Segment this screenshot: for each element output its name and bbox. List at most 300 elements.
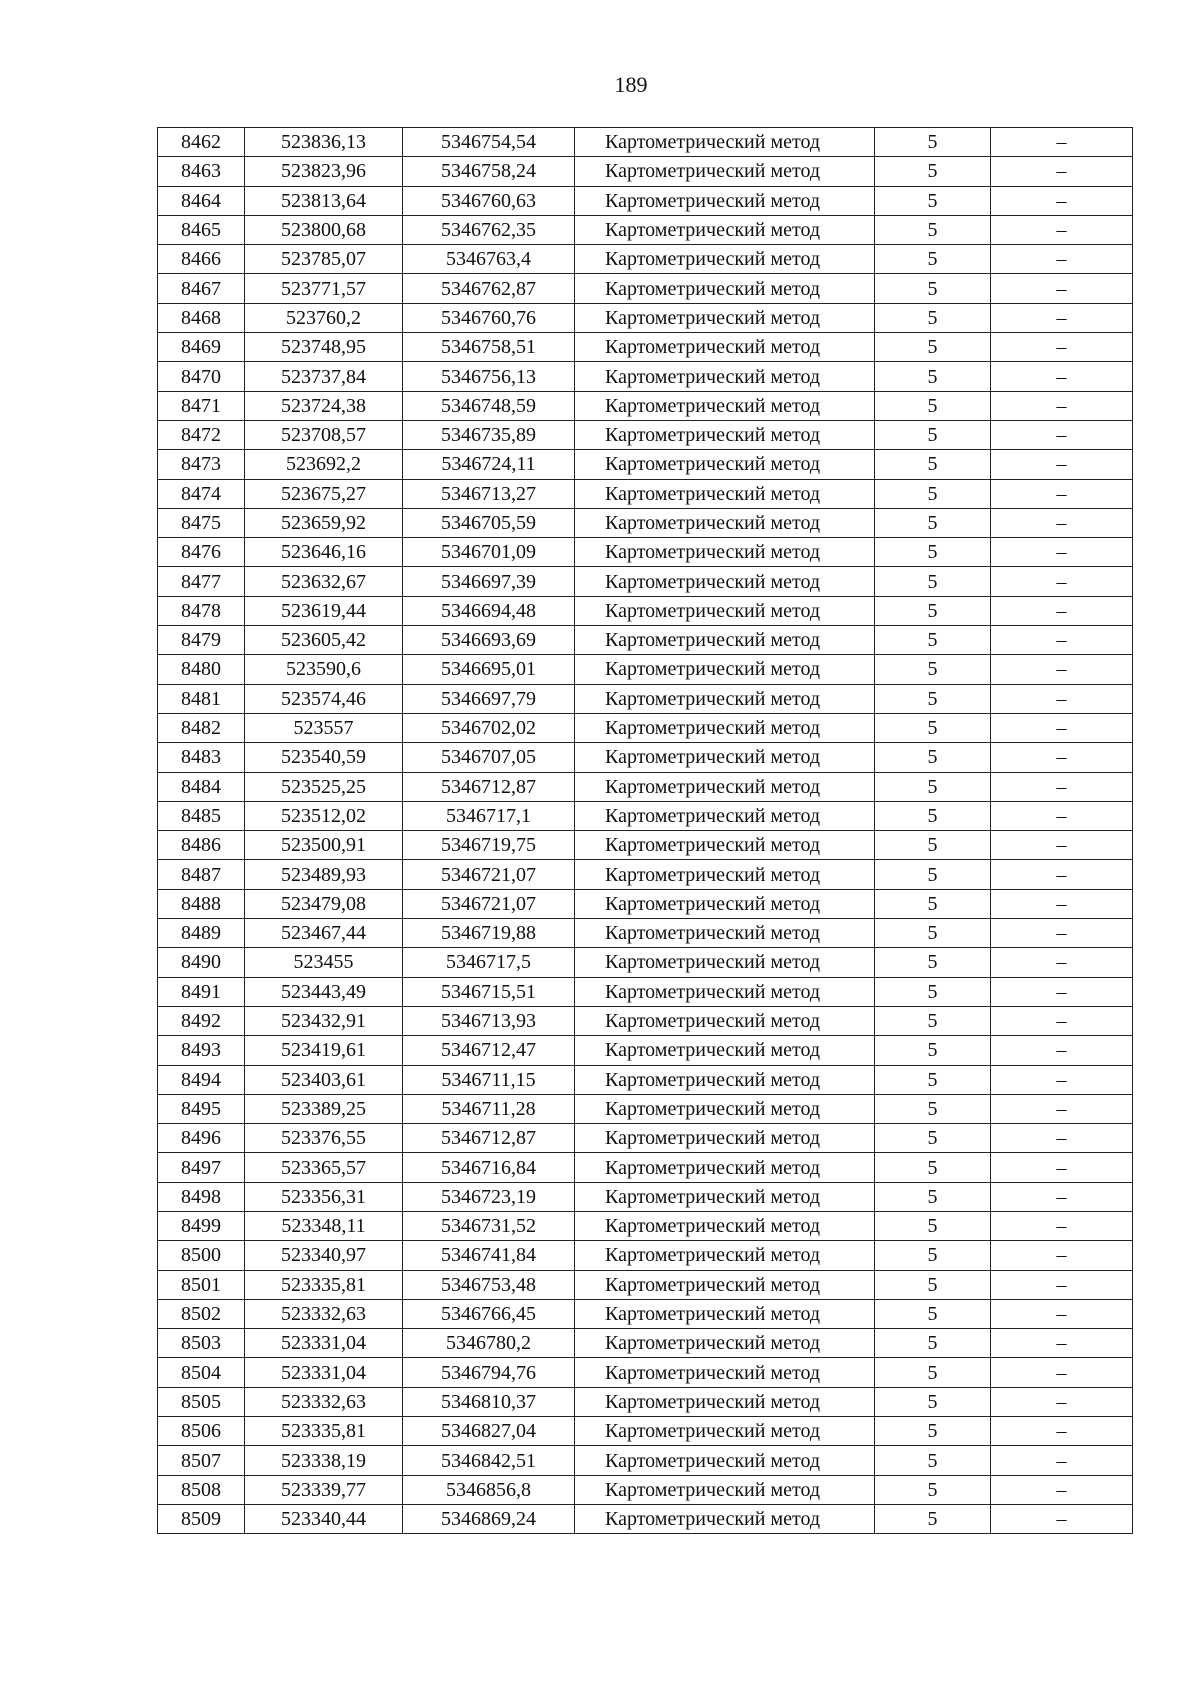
x-coordinate-cell: 523376,55 <box>245 1124 403 1153</box>
accuracy-cell: 5 <box>875 391 991 420</box>
table-row <box>158 713 1133 742</box>
accuracy-cell: 5 <box>875 1270 991 1299</box>
note-cell: – <box>991 303 1133 332</box>
method-cell: Картометрический метод <box>575 215 875 244</box>
table-body <box>158 128 1133 1534</box>
method-cell: Картометрический метод <box>575 860 875 889</box>
table-row <box>158 626 1133 655</box>
note-cell: – <box>991 655 1133 684</box>
x-coordinate-cell: 523479,08 <box>245 889 403 918</box>
note-cell: – <box>991 743 1133 772</box>
point-number-cell: 8468 <box>158 303 245 332</box>
table-row <box>158 157 1133 186</box>
y-coordinate-cell: 5346693,69 <box>403 626 575 655</box>
note-cell: – <box>991 391 1133 420</box>
method-cell: Картометрический метод <box>575 303 875 332</box>
accuracy-cell: 5 <box>875 567 991 596</box>
x-coordinate-cell: 523403,61 <box>245 1065 403 1094</box>
method-cell: Картометрический метод <box>575 977 875 1006</box>
point-number-cell: 8480 <box>158 655 245 684</box>
point-number-cell: 8509 <box>158 1504 245 1533</box>
method-cell: Картометрический метод <box>575 362 875 391</box>
x-coordinate-cell: 523331,04 <box>245 1358 403 1387</box>
table-row <box>158 1211 1133 1240</box>
method-cell: Картометрический метод <box>575 128 875 157</box>
x-coordinate-cell: 523540,59 <box>245 743 403 772</box>
point-number-cell: 8463 <box>158 157 245 186</box>
method-cell: Картометрический метод <box>575 391 875 420</box>
method-cell: Картометрический метод <box>575 1504 875 1533</box>
accuracy-cell: 5 <box>875 1124 991 1153</box>
table-row <box>158 538 1133 567</box>
point-number-cell: 8504 <box>158 1358 245 1387</box>
accuracy-cell: 5 <box>875 655 991 684</box>
note-cell: – <box>991 362 1133 391</box>
point-number-cell: 8472 <box>158 420 245 449</box>
note-cell: – <box>991 889 1133 918</box>
accuracy-cell: 5 <box>875 889 991 918</box>
point-number-cell: 8471 <box>158 391 245 420</box>
x-coordinate-cell: 523813,64 <box>245 186 403 215</box>
note-cell: – <box>991 1065 1133 1094</box>
x-coordinate-cell: 523335,81 <box>245 1270 403 1299</box>
table-row <box>158 215 1133 244</box>
accuracy-cell: 5 <box>875 1211 991 1240</box>
method-cell: Картометрический метод <box>575 508 875 537</box>
x-coordinate-cell: 523800,68 <box>245 215 403 244</box>
note-cell: – <box>991 1124 1133 1153</box>
method-cell: Картометрический метод <box>575 713 875 742</box>
accuracy-cell: 5 <box>875 1329 991 1358</box>
note-cell: – <box>991 420 1133 449</box>
y-coordinate-cell: 5346762,87 <box>403 274 575 303</box>
method-cell: Картометрический метод <box>575 743 875 772</box>
method-cell: Картометрический метод <box>575 948 875 977</box>
table-row <box>158 948 1133 977</box>
method-cell: Картометрический метод <box>575 1211 875 1240</box>
point-number-cell: 8494 <box>158 1065 245 1094</box>
y-coordinate-cell: 5346827,04 <box>403 1417 575 1446</box>
method-cell: Картометрический метод <box>575 1065 875 1094</box>
point-number-cell: 8462 <box>158 128 245 157</box>
table-row <box>158 245 1133 274</box>
point-number-cell: 8484 <box>158 772 245 801</box>
note-cell: – <box>991 1241 1133 1270</box>
y-coordinate-cell: 5346697,39 <box>403 567 575 596</box>
method-cell: Картометрический метод <box>575 596 875 625</box>
x-coordinate-cell: 523692,2 <box>245 450 403 479</box>
x-coordinate-cell: 523737,84 <box>245 362 403 391</box>
method-cell: Картометрический метод <box>575 1036 875 1065</box>
method-cell: Картометрический метод <box>575 567 875 596</box>
point-number-cell: 8473 <box>158 450 245 479</box>
x-coordinate-cell: 523339,77 <box>245 1475 403 1504</box>
accuracy-cell: 5 <box>875 274 991 303</box>
method-cell: Картометрический метод <box>575 1417 875 1446</box>
x-coordinate-cell: 523419,61 <box>245 1036 403 1065</box>
accuracy-cell: 5 <box>875 1299 991 1328</box>
accuracy-cell: 5 <box>875 215 991 244</box>
method-cell: Картометрический метод <box>575 1358 875 1387</box>
point-number-cell: 8493 <box>158 1036 245 1065</box>
method-cell: Картометрический метод <box>575 889 875 918</box>
y-coordinate-cell: 5346694,48 <box>403 596 575 625</box>
point-number-cell: 8500 <box>158 1241 245 1270</box>
y-coordinate-cell: 5346766,45 <box>403 1299 575 1328</box>
x-coordinate-cell: 523331,04 <box>245 1329 403 1358</box>
y-coordinate-cell: 5346695,01 <box>403 655 575 684</box>
method-cell: Картометрический метод <box>575 157 875 186</box>
method-cell: Картометрический метод <box>575 333 875 362</box>
y-coordinate-cell: 5346719,75 <box>403 831 575 860</box>
table-row <box>158 567 1133 596</box>
y-coordinate-cell: 5346856,8 <box>403 1475 575 1504</box>
table-row <box>158 1006 1133 1035</box>
point-number-cell: 8475 <box>158 508 245 537</box>
y-coordinate-cell: 5346763,4 <box>403 245 575 274</box>
accuracy-cell: 5 <box>875 684 991 713</box>
method-cell: Картометрический метод <box>575 186 875 215</box>
point-number-cell: 8482 <box>158 713 245 742</box>
table-row <box>158 186 1133 215</box>
point-number-cell: 8467 <box>158 274 245 303</box>
y-coordinate-cell: 5346794,76 <box>403 1358 575 1387</box>
point-number-cell: 8497 <box>158 1153 245 1182</box>
accuracy-cell: 5 <box>875 1504 991 1533</box>
x-coordinate-cell: 523365,57 <box>245 1153 403 1182</box>
accuracy-cell: 5 <box>875 596 991 625</box>
note-cell: – <box>991 948 1133 977</box>
accuracy-cell: 5 <box>875 743 991 772</box>
table-row <box>158 420 1133 449</box>
table-row <box>158 596 1133 625</box>
x-coordinate-cell: 523632,67 <box>245 567 403 596</box>
accuracy-cell: 5 <box>875 479 991 508</box>
point-number-cell: 8501 <box>158 1270 245 1299</box>
point-number-cell: 8507 <box>158 1446 245 1475</box>
method-cell: Картометрический метод <box>575 479 875 508</box>
note-cell: – <box>991 245 1133 274</box>
table-row <box>158 333 1133 362</box>
method-cell: Картометрический метод <box>575 1182 875 1211</box>
table-row <box>158 831 1133 860</box>
y-coordinate-cell: 5346754,54 <box>403 128 575 157</box>
note-cell: – <box>991 977 1133 1006</box>
method-cell: Картометрический метод <box>575 1241 875 1270</box>
table-row <box>158 1417 1133 1446</box>
note-cell: – <box>991 157 1133 186</box>
y-coordinate-cell: 5346715,51 <box>403 977 575 1006</box>
y-coordinate-cell: 5346705,59 <box>403 508 575 537</box>
x-coordinate-cell: 523489,93 <box>245 860 403 889</box>
note-cell: – <box>991 713 1133 742</box>
method-cell: Картометрический метод <box>575 684 875 713</box>
x-coordinate-cell: 523836,13 <box>245 128 403 157</box>
y-coordinate-cell: 5346712,87 <box>403 1124 575 1153</box>
table-row <box>158 1446 1133 1475</box>
accuracy-cell: 5 <box>875 1241 991 1270</box>
accuracy-cell: 5 <box>875 128 991 157</box>
table-row <box>158 303 1133 332</box>
x-coordinate-cell: 523590,6 <box>245 655 403 684</box>
note-cell: – <box>991 450 1133 479</box>
accuracy-cell: 5 <box>875 626 991 655</box>
y-coordinate-cell: 5346713,27 <box>403 479 575 508</box>
point-number-cell: 8503 <box>158 1329 245 1358</box>
y-coordinate-cell: 5346735,89 <box>403 420 575 449</box>
y-coordinate-cell: 5346810,37 <box>403 1387 575 1416</box>
x-coordinate-cell: 523748,95 <box>245 333 403 362</box>
table-row <box>158 1358 1133 1387</box>
note-cell: – <box>991 508 1133 537</box>
point-number-cell: 8491 <box>158 977 245 1006</box>
accuracy-cell: 5 <box>875 1387 991 1416</box>
table-row <box>158 1241 1133 1270</box>
table-row <box>158 1124 1133 1153</box>
accuracy-cell: 5 <box>875 333 991 362</box>
note-cell: – <box>991 626 1133 655</box>
x-coordinate-cell: 523335,81 <box>245 1417 403 1446</box>
table-row <box>158 860 1133 889</box>
y-coordinate-cell: 5346842,51 <box>403 1446 575 1475</box>
point-number-cell: 8486 <box>158 831 245 860</box>
accuracy-cell: 5 <box>875 1358 991 1387</box>
y-coordinate-cell: 5346707,05 <box>403 743 575 772</box>
x-coordinate-cell: 523557 <box>245 713 403 742</box>
method-cell: Картометрический метод <box>575 919 875 948</box>
note-cell: – <box>991 684 1133 713</box>
x-coordinate-cell: 523708,57 <box>245 420 403 449</box>
y-coordinate-cell: 5346721,07 <box>403 889 575 918</box>
accuracy-cell: 5 <box>875 303 991 332</box>
note-cell: – <box>991 1211 1133 1240</box>
y-coordinate-cell: 5346717,5 <box>403 948 575 977</box>
point-number-cell: 8483 <box>158 743 245 772</box>
method-cell: Картометрический метод <box>575 1475 875 1504</box>
y-coordinate-cell: 5346731,52 <box>403 1211 575 1240</box>
x-coordinate-cell: 523340,44 <box>245 1504 403 1533</box>
point-number-cell: 8465 <box>158 215 245 244</box>
note-cell: – <box>991 1417 1133 1446</box>
point-number-cell: 8498 <box>158 1182 245 1211</box>
note-cell: – <box>991 1504 1133 1533</box>
note-cell: – <box>991 860 1133 889</box>
table-row <box>158 391 1133 420</box>
y-coordinate-cell: 5346713,93 <box>403 1006 575 1035</box>
method-cell: Картометрический метод <box>575 1387 875 1416</box>
point-number-cell: 8502 <box>158 1299 245 1328</box>
note-cell: – <box>991 1329 1133 1358</box>
y-coordinate-cell: 5346723,19 <box>403 1182 575 1211</box>
method-cell: Картометрический метод <box>575 1329 875 1358</box>
accuracy-cell: 5 <box>875 713 991 742</box>
table-row <box>158 274 1133 303</box>
x-coordinate-cell: 523332,63 <box>245 1299 403 1328</box>
accuracy-cell: 5 <box>875 1446 991 1475</box>
method-cell: Картометрический метод <box>575 1124 875 1153</box>
table-row <box>158 655 1133 684</box>
table-row <box>158 362 1133 391</box>
method-cell: Картометрический метод <box>575 274 875 303</box>
accuracy-cell: 5 <box>875 1475 991 1504</box>
method-cell: Картометрический метод <box>575 420 875 449</box>
x-coordinate-cell: 523340,97 <box>245 1241 403 1270</box>
accuracy-cell: 5 <box>875 919 991 948</box>
coordinates-table <box>157 127 1133 1534</box>
x-coordinate-cell: 523574,46 <box>245 684 403 713</box>
y-coordinate-cell: 5346702,02 <box>403 713 575 742</box>
x-coordinate-cell: 523356,31 <box>245 1182 403 1211</box>
accuracy-cell: 5 <box>875 977 991 1006</box>
table-row <box>158 1475 1133 1504</box>
method-cell: Картометрический метод <box>575 1270 875 1299</box>
point-number-cell: 8506 <box>158 1417 245 1446</box>
accuracy-cell: 5 <box>875 1065 991 1094</box>
note-cell: – <box>991 596 1133 625</box>
y-coordinate-cell: 5346748,59 <box>403 391 575 420</box>
point-number-cell: 8495 <box>158 1094 245 1123</box>
x-coordinate-cell: 523443,49 <box>245 977 403 1006</box>
table-row <box>158 128 1133 157</box>
x-coordinate-cell: 523432,91 <box>245 1006 403 1035</box>
point-number-cell: 8476 <box>158 538 245 567</box>
x-coordinate-cell: 523724,38 <box>245 391 403 420</box>
x-coordinate-cell: 523500,91 <box>245 831 403 860</box>
method-cell: Картометрический метод <box>575 1446 875 1475</box>
point-number-cell: 8508 <box>158 1475 245 1504</box>
accuracy-cell: 5 <box>875 245 991 274</box>
table-row <box>158 801 1133 830</box>
accuracy-cell: 5 <box>875 1182 991 1211</box>
note-cell: – <box>991 1153 1133 1182</box>
accuracy-cell: 5 <box>875 157 991 186</box>
point-number-cell: 8481 <box>158 684 245 713</box>
note-cell: – <box>991 333 1133 362</box>
table-row <box>158 977 1133 1006</box>
accuracy-cell: 5 <box>875 772 991 801</box>
table-row <box>158 1387 1133 1416</box>
table-row <box>158 1182 1133 1211</box>
accuracy-cell: 5 <box>875 1036 991 1065</box>
note-cell: – <box>991 1387 1133 1416</box>
x-coordinate-cell: 523389,25 <box>245 1094 403 1123</box>
x-coordinate-cell: 523605,42 <box>245 626 403 655</box>
note-cell: – <box>991 215 1133 244</box>
point-number-cell: 8499 <box>158 1211 245 1240</box>
x-coordinate-cell: 523525,25 <box>245 772 403 801</box>
y-coordinate-cell: 5346758,51 <box>403 333 575 362</box>
x-coordinate-cell: 523332,63 <box>245 1387 403 1416</box>
point-number-cell: 8479 <box>158 626 245 655</box>
table-row <box>158 919 1133 948</box>
note-cell: – <box>991 479 1133 508</box>
table-row <box>158 1299 1133 1328</box>
accuracy-cell: 5 <box>875 1153 991 1182</box>
accuracy-cell: 5 <box>875 420 991 449</box>
y-coordinate-cell: 5346716,84 <box>403 1153 575 1182</box>
point-number-cell: 8492 <box>158 1006 245 1035</box>
accuracy-cell: 5 <box>875 1417 991 1446</box>
y-coordinate-cell: 5346760,76 <box>403 303 575 332</box>
method-cell: Картометрический метод <box>575 772 875 801</box>
x-coordinate-cell: 523760,2 <box>245 303 403 332</box>
table-row <box>158 1270 1133 1299</box>
y-coordinate-cell: 5346697,79 <box>403 684 575 713</box>
table-row <box>158 1329 1133 1358</box>
table-row <box>158 1504 1133 1533</box>
x-coordinate-cell: 523675,27 <box>245 479 403 508</box>
y-coordinate-cell: 5346711,28 <box>403 1094 575 1123</box>
point-number-cell: 8490 <box>158 948 245 977</box>
x-coordinate-cell: 523338,19 <box>245 1446 403 1475</box>
x-coordinate-cell: 523467,44 <box>245 919 403 948</box>
note-cell: – <box>991 1006 1133 1035</box>
note-cell: – <box>991 1358 1133 1387</box>
x-coordinate-cell: 523512,02 <box>245 801 403 830</box>
point-number-cell: 8487 <box>158 860 245 889</box>
y-coordinate-cell: 5346717,1 <box>403 801 575 830</box>
y-coordinate-cell: 5346753,48 <box>403 1270 575 1299</box>
table-row <box>158 1036 1133 1065</box>
y-coordinate-cell: 5346758,24 <box>403 157 575 186</box>
note-cell: – <box>991 538 1133 567</box>
table-row <box>158 1065 1133 1094</box>
table-row <box>158 684 1133 713</box>
x-coordinate-cell: 523619,44 <box>245 596 403 625</box>
note-cell: – <box>991 1094 1133 1123</box>
table-row <box>158 1094 1133 1123</box>
note-cell: – <box>991 128 1133 157</box>
accuracy-cell: 5 <box>875 538 991 567</box>
x-coordinate-cell: 523455 <box>245 948 403 977</box>
point-number-cell: 8496 <box>158 1124 245 1153</box>
x-coordinate-cell: 523646,16 <box>245 538 403 567</box>
y-coordinate-cell: 5346721,07 <box>403 860 575 889</box>
y-coordinate-cell: 5346869,24 <box>403 1504 575 1533</box>
method-cell: Картометрический метод <box>575 1006 875 1035</box>
y-coordinate-cell: 5346712,87 <box>403 772 575 801</box>
note-cell: – <box>991 186 1133 215</box>
note-cell: – <box>991 567 1133 596</box>
table-row <box>158 889 1133 918</box>
point-number-cell: 8466 <box>158 245 245 274</box>
accuracy-cell: 5 <box>875 831 991 860</box>
accuracy-cell: 5 <box>875 362 991 391</box>
point-number-cell: 8470 <box>158 362 245 391</box>
x-coordinate-cell: 523771,57 <box>245 274 403 303</box>
accuracy-cell: 5 <box>875 450 991 479</box>
accuracy-cell: 5 <box>875 948 991 977</box>
note-cell: – <box>991 1036 1133 1065</box>
table-row <box>158 450 1133 479</box>
page-number: 189 <box>614 72 648 97</box>
note-cell: – <box>991 274 1133 303</box>
table-row <box>158 772 1133 801</box>
note-cell: – <box>991 1299 1133 1328</box>
note-cell: – <box>991 772 1133 801</box>
point-number-cell: 8469 <box>158 333 245 362</box>
accuracy-cell: 5 <box>875 1006 991 1035</box>
x-coordinate-cell: 523659,92 <box>245 508 403 537</box>
note-cell: – <box>991 1446 1133 1475</box>
note-cell: – <box>991 801 1133 830</box>
y-coordinate-cell: 5346762,35 <box>403 215 575 244</box>
method-cell: Картометрический метод <box>575 831 875 860</box>
accuracy-cell: 5 <box>875 186 991 215</box>
x-coordinate-cell: 523823,96 <box>245 157 403 186</box>
y-coordinate-cell: 5346701,09 <box>403 538 575 567</box>
y-coordinate-cell: 5346712,47 <box>403 1036 575 1065</box>
